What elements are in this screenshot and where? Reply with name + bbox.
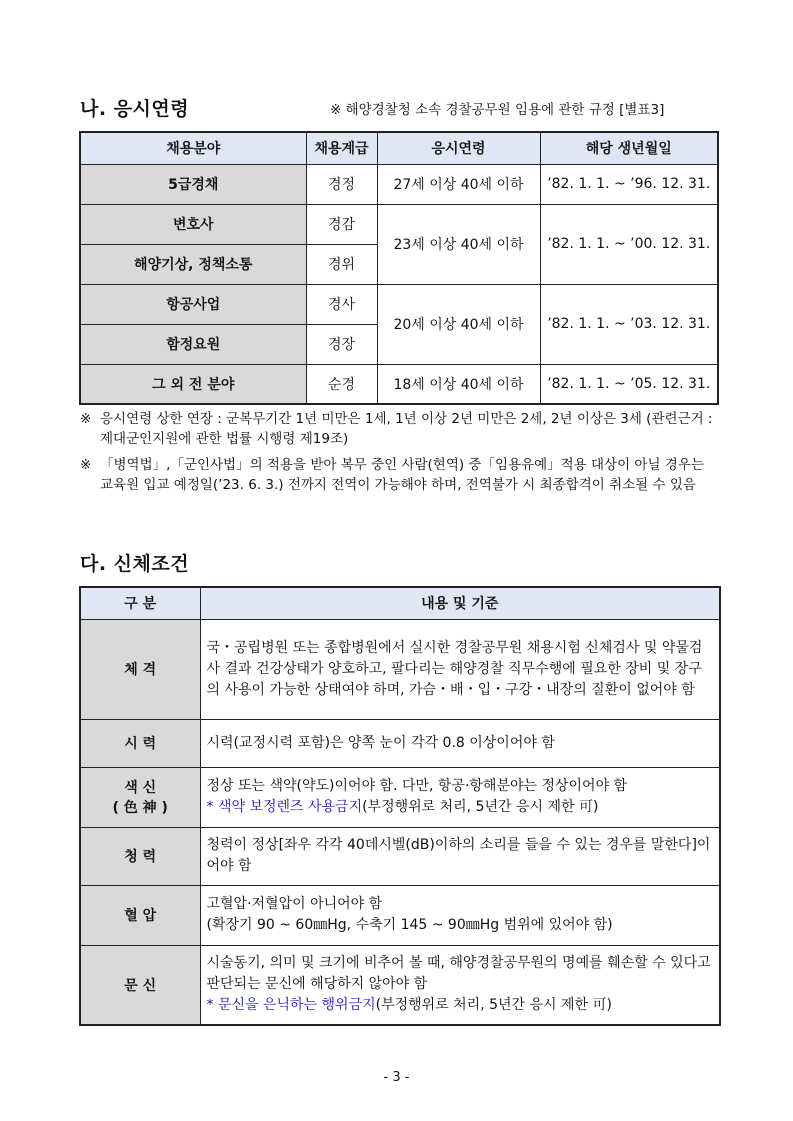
condition-label: 문 신 [80,945,200,1025]
condition-text: 국・공립병원 또는 종합병원에서 실시한 경찰공무원 채용시험 신체검사 및 약물검사 결과 건강상태가 양호하고, 팔다리는 해양경찰 직무수행에 필요한 장비 및 장구의 사용이 가능한 상태여야 하며, 가슴・배・입・구강・내장의 질환이 없어야 함 [200,619,720,719]
condition-label-cell [80,767,200,827]
body-header-content: 내용 및 기준 [200,587,720,619]
table-row [80,284,718,324]
condition-sub-label: ( 色 神 ) [112,800,168,816]
note-text: 「병역법」,「군인사법」의 적용을 받아 복무 중인 사람(현역) 중「임용유예」적용 대상이 아닐 경우는 교육원 입교 예정일(’23. 6. 3.) 전까지 전역이 가능해야 하며, 전역불가 시 최종합격이 취소될 수 있음 [100,457,704,493]
rank-cell: 경위 [306,244,377,284]
condition-text: 고혈압·저혈압이 아니어야 함 [206,896,383,912]
condition-text: 시술동기, 의미 및 크기에 비추어 볼 때, 해양경찰공무원의 명예를 훼손할 수 있다고 판단되는 문신에 해당하지 않아야 함 [206,955,711,993]
note-mark: ※ [80,457,92,473]
age-header-age: 응시연령 [377,132,540,164]
page-number: - 3 - [383,1070,410,1085]
field-cell: 그 외 전 분야 [80,364,306,404]
condition-label: 시 력 [80,719,200,767]
rank-cell: 순경 [306,364,377,404]
condition-note-emphasis: * 문신을 은닉하는 행위금지 [206,997,376,1014]
birth-cell: ’82. 1. 1. ~ ’96. 12. 31. [540,164,718,204]
birth-cell: ’82. 1. 1. ~ ’03. 12. 31. [540,284,718,364]
condition-note-detail: (부정행위로 처리, 5년간 응시 제한 可) [375,997,612,1014]
age-cell: 18세 이상 40세 이하 [377,364,540,404]
table-row [80,885,720,945]
table-row [80,767,720,827]
note-mark: ※ [80,411,92,427]
condition-content-cell [200,945,720,1025]
condition-content-cell [200,885,720,945]
condition-note [207,995,714,1016]
age-cell: 20세 이상 40세 이하 [377,284,540,364]
age-cell: 23세 이상 40세 이하 [377,204,540,284]
table-row [80,364,718,404]
table-row [80,719,720,767]
condition-note [207,797,714,818]
table-row [80,619,720,719]
birth-cell: ’82. 1. 1. ~ ’05. 12. 31. [540,364,718,404]
body-condition-table [79,586,721,1026]
condition-text-detail: (확장기 90 ~ 60㎜Hg, 수축기 145 ~ 90㎜Hg 범위에 있어야 함) [206,917,613,933]
table-row [80,945,720,1025]
section-age-reference: ※ 해양경찰청 소속 경찰공무원 임용에 관한 규정 [별표3] [330,102,665,118]
rank-cell: 경정 [306,164,377,204]
field-cell: 함정요원 [80,324,306,364]
age-header-field: 채용분야 [80,132,306,164]
condition-text: 청력이 정상[좌우 각각 40데시벨(dB)이하의 소리를 들을 수 있는 경우를 말한다]이어야 함 [200,827,720,885]
age-note-1 [80,409,720,449]
condition-label: 색 신 [124,780,157,796]
rank-cell: 경감 [306,204,377,244]
condition-text: 시력(교정시력 포함)은 양쪽 눈이 각각 0.8 이상이어야 함 [200,719,720,767]
body-header-category: 구 분 [80,587,200,619]
note-text: 응시연령 상한 연장 : 군복무기간 1년 미만은 1세, 1년 이상 2년 미만은 2세, 2년 이상은 3세 (관련근거 : 제대군인지원에 관한 법률 시행령 제19조) [100,411,713,447]
table-row [80,204,718,244]
field-cell: 변호사 [80,204,306,244]
age-header-rank: 채용계급 [306,132,377,164]
condition-text: 정상 또는 색약(약도)이어야 함. 다만, 항공·항해분야는 정상이어야 함 [206,778,628,794]
field-cell: 해양기상, 정책소통 [80,244,306,284]
condition-note-emphasis: * 색약 보정렌즈 사용금지 [206,799,363,815]
age-cell: 27세 이상 40세 이하 [377,164,540,204]
condition-label: 체 격 [80,619,200,719]
section-age-title: 나. 응시연령 [80,98,190,120]
field-cell: 항공사업 [80,284,306,324]
condition-label: 청 력 [80,827,200,885]
condition-label: 혈 압 [80,885,200,945]
table-row [80,827,720,885]
rank-cell: 경사 [306,284,377,324]
section-body-title: 다. 신체조건 [80,553,190,575]
condition-content-cell [200,767,720,827]
field-cell: 5급경채 [80,164,306,204]
age-table [79,131,719,405]
rank-cell: 경장 [306,324,377,364]
age-note-2 [80,455,720,495]
table-row [80,164,718,204]
condition-note-detail: (부정행위로 처리, 5년간 응시 제한 可) [362,799,599,815]
age-header-birth: 해당 생년월일 [540,132,718,164]
birth-cell: ’82. 1. 1. ~ ’00. 12. 31. [540,204,718,284]
